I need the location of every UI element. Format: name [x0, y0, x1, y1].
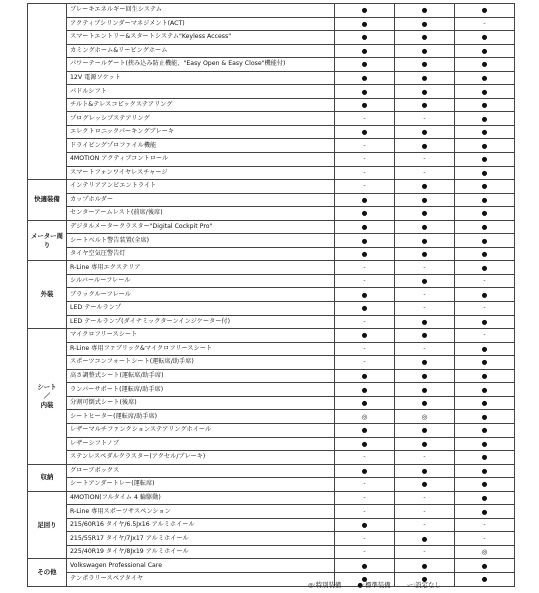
mark-cell: - — [335, 153, 395, 167]
feature-cell: 215/55R17 タイヤ/7Jx17 アルミホイール — [67, 532, 335, 546]
mark-cell: - — [335, 315, 395, 329]
mark-cell: ● — [455, 4, 515, 18]
mark-cell: ● — [455, 342, 515, 356]
mark-cell: ● — [335, 98, 395, 112]
mark-cell: - — [335, 532, 395, 546]
table-row — [28, 288, 515, 302]
feature-cell: アクティブシリンダーマネジメント(ACT) — [67, 17, 335, 31]
table-row — [28, 423, 515, 437]
feature-cell: シートアンダートレー(運転席) — [67, 478, 335, 492]
category-cell: 収納 — [28, 464, 67, 491]
feature-cell: LED テールランプ — [67, 302, 335, 316]
mark-cell: ● — [395, 207, 455, 221]
category-cell: 足回り — [28, 491, 67, 559]
feature-cell: 12V 電源ソケット — [67, 71, 335, 85]
mark-cell: ● — [455, 71, 515, 85]
mark-cell: - — [335, 112, 395, 126]
mark-cell: ● — [395, 180, 455, 194]
category-cell — [28, 4, 67, 180]
table-row — [28, 464, 515, 478]
legend — [308, 580, 455, 589]
table-row — [28, 505, 515, 519]
mark-cell: ● — [455, 356, 515, 370]
mark-cell: ● — [335, 518, 395, 532]
feature-cell: タイヤ空気圧警告灯 — [67, 247, 335, 261]
feature-cell: インテリアアンビエントライト — [67, 180, 335, 194]
mark-cell: ● — [455, 220, 515, 234]
table-row — [28, 545, 515, 559]
mark-cell: ● — [335, 559, 395, 573]
feature-cell: パワーテールゲート(挟み込み防止機能、"Easy Open & Easy Close"機能付) — [67, 58, 335, 72]
mark-cell: - — [335, 166, 395, 180]
mark-cell: ● — [455, 315, 515, 329]
mark-cell: ● — [395, 356, 455, 370]
mark-cell: ● — [395, 58, 455, 72]
mark-cell: - — [395, 261, 455, 275]
feature-cell: グローブボックス — [67, 464, 335, 478]
mark-cell: - — [395, 545, 455, 559]
mark-cell: - — [395, 518, 455, 532]
table-row — [28, 153, 515, 167]
mark-cell: - — [395, 166, 455, 180]
table-row — [28, 166, 515, 180]
feature-cell: レザーシフトノブ — [67, 437, 335, 451]
table-row — [28, 410, 515, 424]
mark-cell: ● — [335, 17, 395, 31]
table-row — [28, 383, 515, 397]
mark-cell: ● — [335, 464, 395, 478]
feature-cell: R-Line 専用ファブリック&マイクロフリースシート — [67, 342, 335, 356]
mark-cell: ● — [395, 396, 455, 410]
mark-cell: - — [335, 274, 395, 288]
category-cell: シート ／ 内装 — [28, 329, 67, 464]
table-row — [28, 356, 515, 370]
mark-cell: ● — [335, 58, 395, 72]
mark-cell: ● — [455, 125, 515, 139]
table-row — [28, 274, 515, 288]
mark-cell: ● — [455, 31, 515, 45]
mark-cell: ● — [395, 17, 455, 31]
mark-cell: ● — [455, 451, 515, 465]
feature-cell: ブレーキエネルギー回生システム — [67, 4, 335, 18]
mark-cell: ◎ — [335, 410, 395, 424]
mark-cell: ◎ — [395, 410, 455, 424]
mark-cell: ● — [395, 383, 455, 397]
mark-cell: ● — [455, 247, 515, 261]
mark-cell: - — [395, 153, 455, 167]
feature-cell: R-Line 専用エクステリア — [67, 261, 335, 275]
mark-cell: ● — [395, 315, 455, 329]
feature-cell: 215/60R16 タイヤ/6.5Jx16 アルミホイール — [67, 518, 335, 532]
table-row — [28, 234, 515, 248]
feature-cell: ステンレスペダルクラスター(アクセル/ブレーキ) — [67, 451, 335, 465]
legend-none: ー:設定なし — [406, 581, 441, 589]
mark-cell: ● — [455, 559, 515, 573]
feature-cell: 4MOTION アクティブコントロール — [67, 153, 335, 167]
mark-cell: - — [395, 112, 455, 126]
mark-cell: ● — [455, 572, 515, 586]
equipment-table-body — [28, 4, 515, 587]
mark-cell: ◎ — [455, 545, 515, 559]
mark-cell: ● — [335, 44, 395, 58]
table-row — [28, 98, 515, 112]
mark-cell: ● — [395, 532, 455, 546]
legend-special: ◎:特別装備 — [308, 581, 342, 589]
table-row — [28, 31, 515, 45]
category-cell: メーター周り — [28, 220, 67, 261]
mark-cell: - — [455, 532, 515, 546]
feature-cell: シートヒーター(運転席/助手席) — [67, 410, 335, 424]
mark-cell: ● — [335, 71, 395, 85]
mark-cell: ● — [455, 180, 515, 194]
equipment-table — [27, 3, 515, 587]
mark-cell: - — [395, 505, 455, 519]
table-row — [28, 315, 515, 329]
feature-cell: ランバーサポート(運転席/助手席) — [67, 383, 335, 397]
mark-cell: - — [455, 302, 515, 316]
category-cell: 快適装備 — [28, 180, 67, 221]
mark-cell: ● — [335, 31, 395, 45]
feature-cell: センターアームレスト(前席/後席) — [67, 207, 335, 221]
mark-cell: ● — [335, 193, 395, 207]
mark-cell: ● — [335, 396, 395, 410]
feature-cell: 分割可倒式シート(後席) — [67, 396, 335, 410]
table-row — [28, 220, 515, 234]
mark-cell: ● — [395, 369, 455, 383]
feature-cell: エレクトロニックパーキングブレーキ — [67, 125, 335, 139]
category-cell: 外装 — [28, 261, 67, 329]
mark-cell: - — [395, 491, 455, 505]
mark-cell: ● — [455, 288, 515, 302]
mark-cell: ● — [335, 302, 395, 316]
mark-cell: ● — [395, 478, 455, 492]
legend-standard: ●:標準装備 — [357, 581, 391, 589]
table-row — [28, 85, 515, 99]
mark-cell: ● — [395, 44, 455, 58]
mark-cell: ● — [395, 98, 455, 112]
mark-cell: - — [335, 180, 395, 194]
table-row — [28, 396, 515, 410]
mark-cell: ● — [455, 166, 515, 180]
table-row — [28, 180, 515, 194]
mark-cell: ● — [395, 464, 455, 478]
mark-cell: ● — [395, 437, 455, 451]
mark-cell: - — [335, 505, 395, 519]
mark-cell: ● — [455, 437, 515, 451]
mark-cell: ● — [455, 139, 515, 153]
mark-cell: ● — [455, 153, 515, 167]
mark-cell: ● — [335, 207, 395, 221]
table-row — [28, 261, 515, 275]
mark-cell: ● — [395, 139, 455, 153]
feature-cell: チルト&テレスコピックステアリング — [67, 98, 335, 112]
feature-cell: ブラックルーフレール — [67, 288, 335, 302]
mark-cell: ● — [395, 193, 455, 207]
mark-cell: ● — [335, 437, 395, 451]
mark-cell: - — [335, 261, 395, 275]
mark-cell: - — [395, 288, 455, 302]
table-row — [28, 302, 515, 316]
mark-cell: ● — [455, 112, 515, 126]
mark-cell: - — [395, 342, 455, 356]
mark-cell: - — [335, 491, 395, 505]
mark-cell: ● — [335, 383, 395, 397]
mark-cell: ● — [455, 478, 515, 492]
table-row — [28, 247, 515, 261]
mark-cell: ● — [455, 396, 515, 410]
table-row — [28, 193, 515, 207]
mark-cell: ● — [395, 220, 455, 234]
feature-cell: ドライビングプロファイル機能 — [67, 139, 335, 153]
mark-cell: ● — [395, 31, 455, 45]
table-row — [28, 329, 515, 343]
feature-cell: 225/40R19 タイヤ/8Jx19 アルミホイール — [67, 545, 335, 559]
mark-cell: ● — [335, 125, 395, 139]
table-row — [28, 532, 515, 546]
mark-cell: ● — [455, 410, 515, 424]
mark-cell: ● — [395, 247, 455, 261]
mark-cell: ● — [395, 559, 455, 573]
feature-cell: スマートエントリー&スタートシステム"Keyless Access" — [67, 31, 335, 45]
mark-cell: ● — [455, 261, 515, 275]
feature-cell: パドルシフト — [67, 85, 335, 99]
mark-cell: - — [335, 139, 395, 153]
mark-cell: ● — [455, 98, 515, 112]
table-row — [28, 207, 515, 221]
table-row — [28, 139, 515, 153]
feature-cell: デジタルメータークラスター"Digital Cockpit Pro" — [67, 220, 335, 234]
mark-cell: ● — [395, 4, 455, 18]
mark-cell: ● — [335, 234, 395, 248]
category-cell: その他 — [28, 559, 67, 586]
table-row — [28, 451, 515, 465]
mark-cell: - — [455, 518, 515, 532]
feature-cell: 4MOTION(フルタイム 4 輪駆動) — [67, 491, 335, 505]
mark-cell: - — [395, 302, 455, 316]
mark-cell: ● — [335, 329, 395, 343]
mark-cell: ● — [395, 274, 455, 288]
mark-cell: ● — [455, 58, 515, 72]
feature-cell: スポーツコンフォートシート(運転席/助手席) — [67, 356, 335, 370]
table-row — [28, 112, 515, 126]
feature-cell: 高さ調整式シート(運転席/助手席) — [67, 369, 335, 383]
table-row — [28, 437, 515, 451]
feature-cell: レザーマルチファンクションステアリングホイール — [67, 423, 335, 437]
feature-cell: LED テールランプ(ダイナミックターンインジケーター付) — [67, 315, 335, 329]
table-row — [28, 125, 515, 139]
mark-cell: ● — [335, 247, 395, 261]
mark-cell: - — [335, 451, 395, 465]
mark-cell: ● — [395, 329, 455, 343]
table-row — [28, 559, 515, 573]
mark-cell: - — [395, 451, 455, 465]
table-row — [28, 491, 515, 505]
mark-cell: ● — [395, 423, 455, 437]
mark-cell: ● — [335, 572, 395, 586]
feature-cell: カミングホーム&リービングホーム — [67, 44, 335, 58]
feature-cell: プログレッシブステアリング — [67, 112, 335, 126]
table-row — [28, 518, 515, 532]
mark-cell: ● — [455, 505, 515, 519]
feature-cell: シルバールーフレール — [67, 274, 335, 288]
mark-cell: ● — [455, 383, 515, 397]
mark-cell: ● — [335, 369, 395, 383]
mark-cell: ● — [395, 125, 455, 139]
feature-cell: スマートフォンワイヤレスチャージ — [67, 166, 335, 180]
mark-cell: ● — [395, 572, 455, 586]
table-row — [28, 369, 515, 383]
table-row — [28, 478, 515, 492]
mark-cell: ● — [335, 220, 395, 234]
mark-cell: - — [335, 342, 395, 356]
mark-cell: ● — [455, 234, 515, 248]
feature-cell: R-Line 専用スポーツサスペンション — [67, 505, 335, 519]
mark-cell: ● — [335, 85, 395, 99]
mark-cell: - — [455, 17, 515, 31]
table-row — [28, 58, 515, 72]
mark-cell: ● — [395, 234, 455, 248]
feature-cell: カップホルダー — [67, 193, 335, 207]
mark-cell: ● — [455, 193, 515, 207]
table-row — [28, 71, 515, 85]
mark-cell: ● — [455, 369, 515, 383]
mark-cell: ● — [455, 44, 515, 58]
feature-cell: マイクロフリースシート — [67, 329, 335, 343]
table-row — [28, 17, 515, 31]
table-row — [28, 342, 515, 356]
mark-cell: ● — [335, 4, 395, 18]
mark-cell: ● — [335, 288, 395, 302]
table-row — [28, 44, 515, 58]
feature-cell: テンポラリースペアタイヤ — [67, 572, 335, 586]
mark-cell: - — [335, 356, 395, 370]
table-row — [28, 4, 515, 18]
mark-cell: ● — [455, 207, 515, 221]
mark-cell: - — [455, 329, 515, 343]
mark-cell: - — [335, 478, 395, 492]
mark-cell: ● — [455, 85, 515, 99]
feature-cell: シートベルト警告装置(全席) — [67, 234, 335, 248]
mark-cell: ● — [455, 491, 515, 505]
mark-cell: ● — [395, 85, 455, 99]
mark-cell: - — [335, 545, 395, 559]
mark-cell: ● — [395, 71, 455, 85]
mark-cell: ● — [335, 423, 395, 437]
mark-cell: ● — [455, 464, 515, 478]
feature-cell: Volkswagen Professional Care — [67, 559, 335, 573]
mark-cell: - — [455, 274, 515, 288]
mark-cell: ● — [455, 423, 515, 437]
